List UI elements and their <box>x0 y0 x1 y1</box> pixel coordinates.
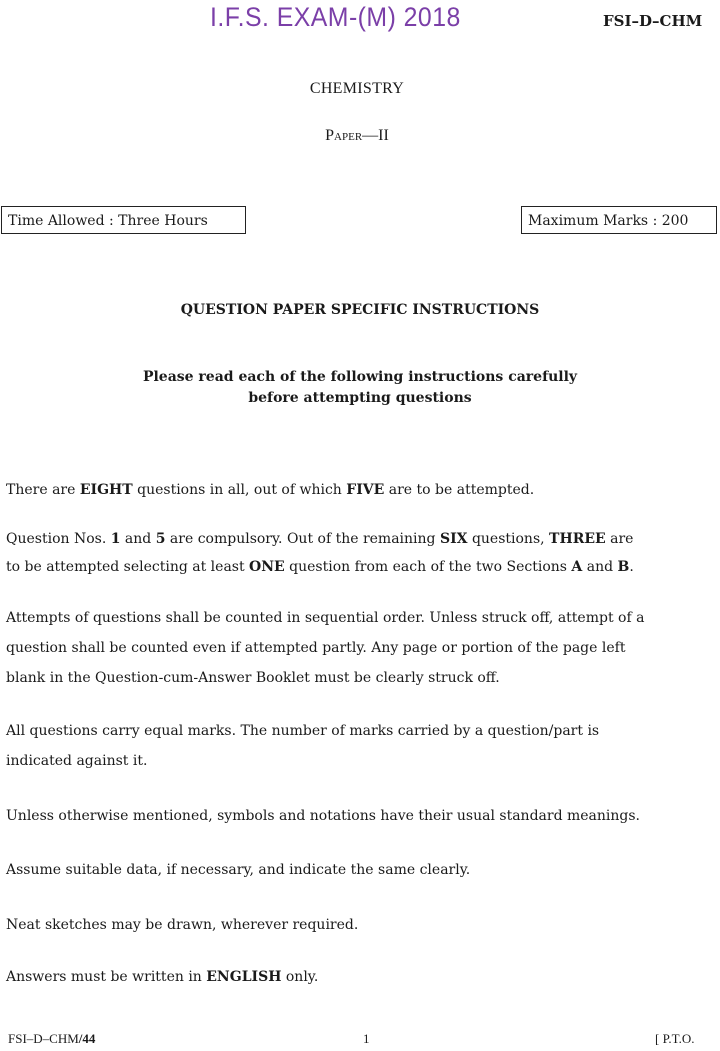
text: . <box>629 559 634 575</box>
text: only. <box>281 969 319 985</box>
instruction-paragraph-4 <box>6 716 720 776</box>
text: question from each of the two Sections <box>284 559 572 575</box>
maximum-marks-box: Maximum Marks : 200 <box>521 206 717 234</box>
emphasis: ONE <box>249 559 285 575</box>
instruction-paragraph-8 <box>6 963 720 991</box>
instruction-paragraph-2 <box>6 525 720 581</box>
paragraph-line: All questions carry equal marks. The number of marks carried by a question/part is <box>6 723 600 739</box>
footer-paper-code <box>8 1031 95 1047</box>
instructions-subheading <box>0 367 720 409</box>
emphasis: THREE <box>549 531 606 547</box>
exam-stamp: I.F.S. EXAM-(M) 2018 <box>210 2 461 32</box>
instruction-paragraph-7: Neat sketches may be drawn, wherever required. <box>6 917 359 933</box>
text: questions, <box>467 531 550 547</box>
emphasis: FIVE <box>346 482 385 498</box>
text: are <box>605 531 634 547</box>
paragraph-line: Attempts of questions shall be counted in sequential order. Unless struck off, attempt of a <box>6 610 645 626</box>
text: and <box>582 559 618 575</box>
footer-code-suffix: /44 <box>78 1031 96 1046</box>
paper-code: FSI–D–CHM <box>603 12 703 30</box>
paragraph-line <box>6 553 720 581</box>
instruction-paragraph-6: Assume suitable data, if necessary, and indicate the same clearly. <box>6 862 471 878</box>
paragraph-line: blank in the Question-cum-Answer Booklet must be clearly struck off. <box>6 670 500 686</box>
instruction-paragraph-3 <box>6 603 720 693</box>
text: and <box>120 531 156 547</box>
paragraph-line <box>6 525 720 553</box>
footer-page-number: 1 <box>363 1031 370 1046</box>
footer-code-text: FSI–D–CHM <box>8 1031 79 1046</box>
footer-pto: [ P.T.O. <box>655 1031 695 1046</box>
paragraph-line: indicated against it. <box>6 753 148 769</box>
text: Question Nos. <box>6 531 111 547</box>
emphasis: B <box>617 559 630 575</box>
emphasis: SIX <box>439 531 468 547</box>
paragraph-line: question shall be counted even if attempted partly. Any page or portion of the page left <box>6 640 626 656</box>
instructions-heading: QUESTION PAPER SPECIFIC INSTRUCTIONS <box>180 302 540 318</box>
text: There are <box>6 482 80 498</box>
subheading-line-2: before attempting questions <box>248 390 472 406</box>
text: to be attempted selecting at least <box>6 559 250 575</box>
paper-number: Paper—II <box>325 127 389 144</box>
instruction-paragraph-5: Unless otherwise mentioned, symbols and notations have their usual standard meanings. <box>6 808 640 824</box>
emphasis: 5 <box>155 531 166 547</box>
emphasis: 1 <box>110 531 121 547</box>
time-allowed-box: Time Allowed : Three Hours <box>1 206 246 234</box>
text: are compulsory. Out of the remaining <box>165 531 440 547</box>
text: are to be attempted. <box>384 482 535 498</box>
subheading-line-1: Please read each of the following instructions carefully <box>142 369 578 385</box>
text: questions in all, out of which <box>132 482 347 498</box>
subject-title: CHEMISTRY <box>309 80 405 97</box>
emphasis: A <box>571 559 583 575</box>
instruction-paragraph-1 <box>6 476 720 504</box>
emphasis: ENGLISH <box>206 969 282 985</box>
text: Answers must be written in <box>6 969 207 985</box>
emphasis: EIGHT <box>79 482 133 498</box>
